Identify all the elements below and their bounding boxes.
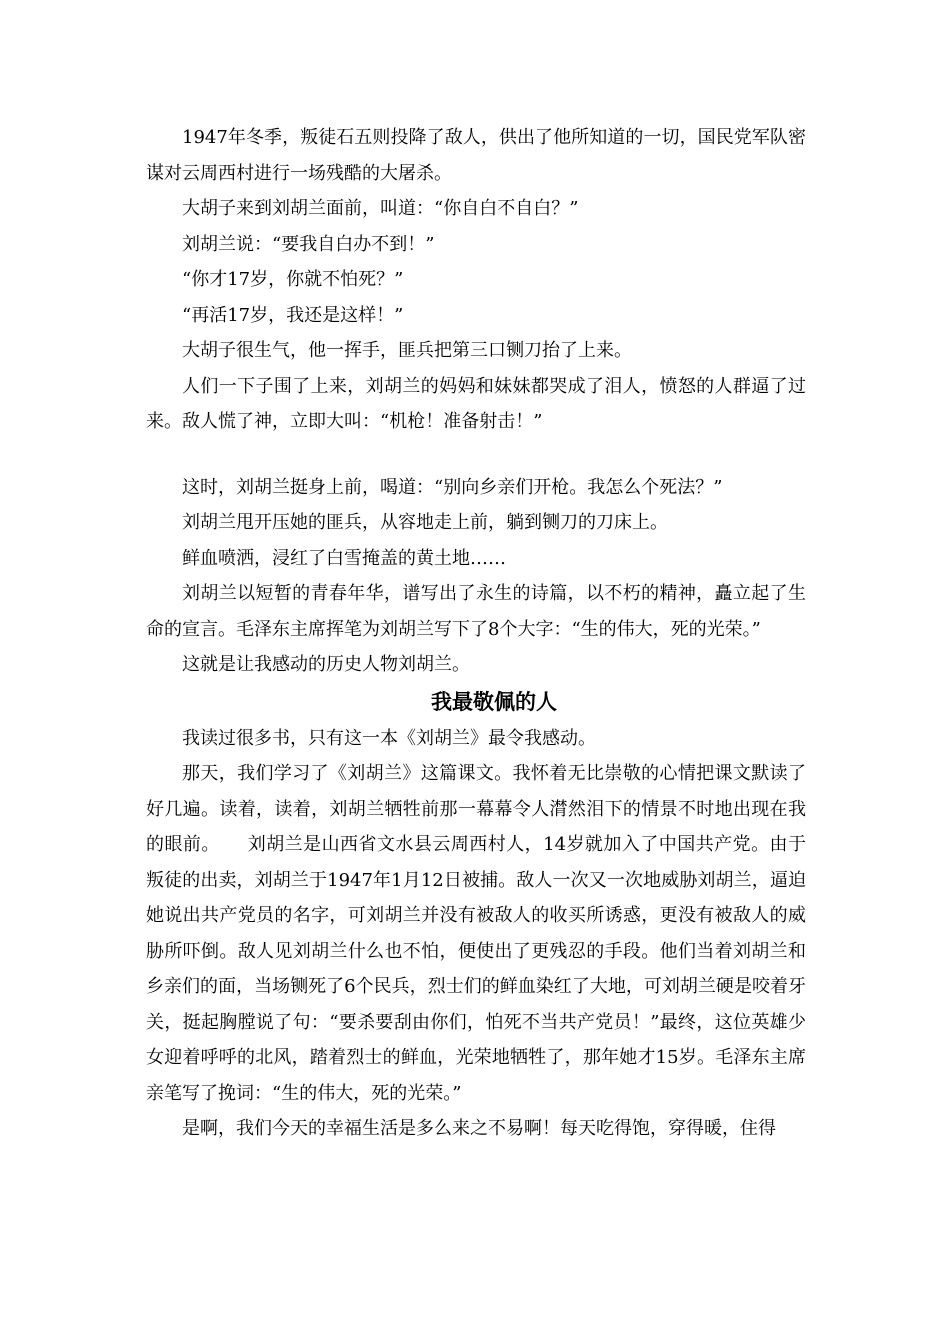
document-body <box>146 120 806 1147</box>
story-paragraph: 人们一下子围了上来，刘胡兰的妈妈和妹妹都哭成了泪人，愤怒的人群逼了过来。敌人慌了神，立即大叫：“机枪！准备射击！” <box>146 375 806 432</box>
essay-title: 我最敬佩的人 <box>431 688 557 714</box>
paragraph-gap <box>146 440 806 470</box>
story-paragraph: 大胡子来到刘胡兰面前，叫道：“你自白不自白？” <box>182 198 579 219</box>
story-paragraph: 1947年冬季，叛徒石五则投降了敌人，供出了他所知道的一切，国民党军队密谋对云周西村进行一场残酷的大屠杀。 <box>146 127 806 184</box>
story-paragraph: 大胡子很生气，他一挥手，匪兵把第三口铡刀抬了上来。 <box>182 340 632 361</box>
essay-paragraph: 我读过很多书，只有这一本《刘胡兰》最令我感动。 <box>182 727 596 749</box>
story-paragraph: 刘胡兰说：“要我自白办不到！” <box>182 233 435 255</box>
story-paragraph: 刘胡兰以短暂的青春年华，谱写出了永生的诗篇，以不朽的精神，矗立起了生命的宣言。毛泽东主席挥笔为刘胡兰写下了8个大字：“生的伟大，死的光荣。” <box>146 583 806 640</box>
story-paragraph: 这就是让我感动的历史人物刘胡兰。 <box>182 654 470 675</box>
story-paragraph: “你才17岁，你就不怕死？” <box>182 269 404 290</box>
story-paragraph: 这时，刘胡兰挺身上前，喝道：“别向乡亲们开枪。我怎么个死法？” <box>182 476 723 498</box>
essay-paragraph: 那天，我们学习了《刘胡兰》这篇课文。我怀着无比崇敬的心情把课文默读了好几遍。读着，读着，刘胡兰牺牲前那一幕幕令人潸然泪下的情景不时地出现在我的眼前。 刘胡兰是山西省文水县云周西村人，14岁就加入了中国共产党。由于叛徒的出卖，刘胡兰于1947年1月12日被捕。敌人一次又一次地威胁刘胡兰，逼迫她说出共产党员的名字，可刘胡兰并没有被敌人的收买所诱惑，更没有被敌人的威胁所吓倒。敌人见刘胡兰什么也不怕，便使出了更残忍的手段。他们当着刘胡兰和乡亲们的面，当场铡死了6个民兵，烈士们的鲜血染红了大地，可刘胡兰硬是咬着牙关，挺起胸膛说了句：“要杀要刮由你们，怕死不当共产党员！”最终，这位英雄少女迎着呼呼的北风，踏着烈士的鲜血，光荣地牺牲了，那年她才15岁。毛泽东主席亲笔写了挽词：“生的伟大，死的光荣。” <box>146 763 806 1104</box>
story-paragraph: “再活17岁，我还是这样！” <box>182 304 404 326</box>
story-paragraph: 鲜血喷洒，浸红了白雪掩盖的黄土地…… <box>182 547 506 569</box>
story-paragraph: 刘胡兰甩开压她的匪兵，从容地走上前，躺到铡刀的刀床上。 <box>182 512 668 533</box>
essay-paragraph: 是啊，我们今天的幸福生活是多么来之不易啊！每天吃得饱，穿得暖，住得 <box>182 1118 776 1139</box>
